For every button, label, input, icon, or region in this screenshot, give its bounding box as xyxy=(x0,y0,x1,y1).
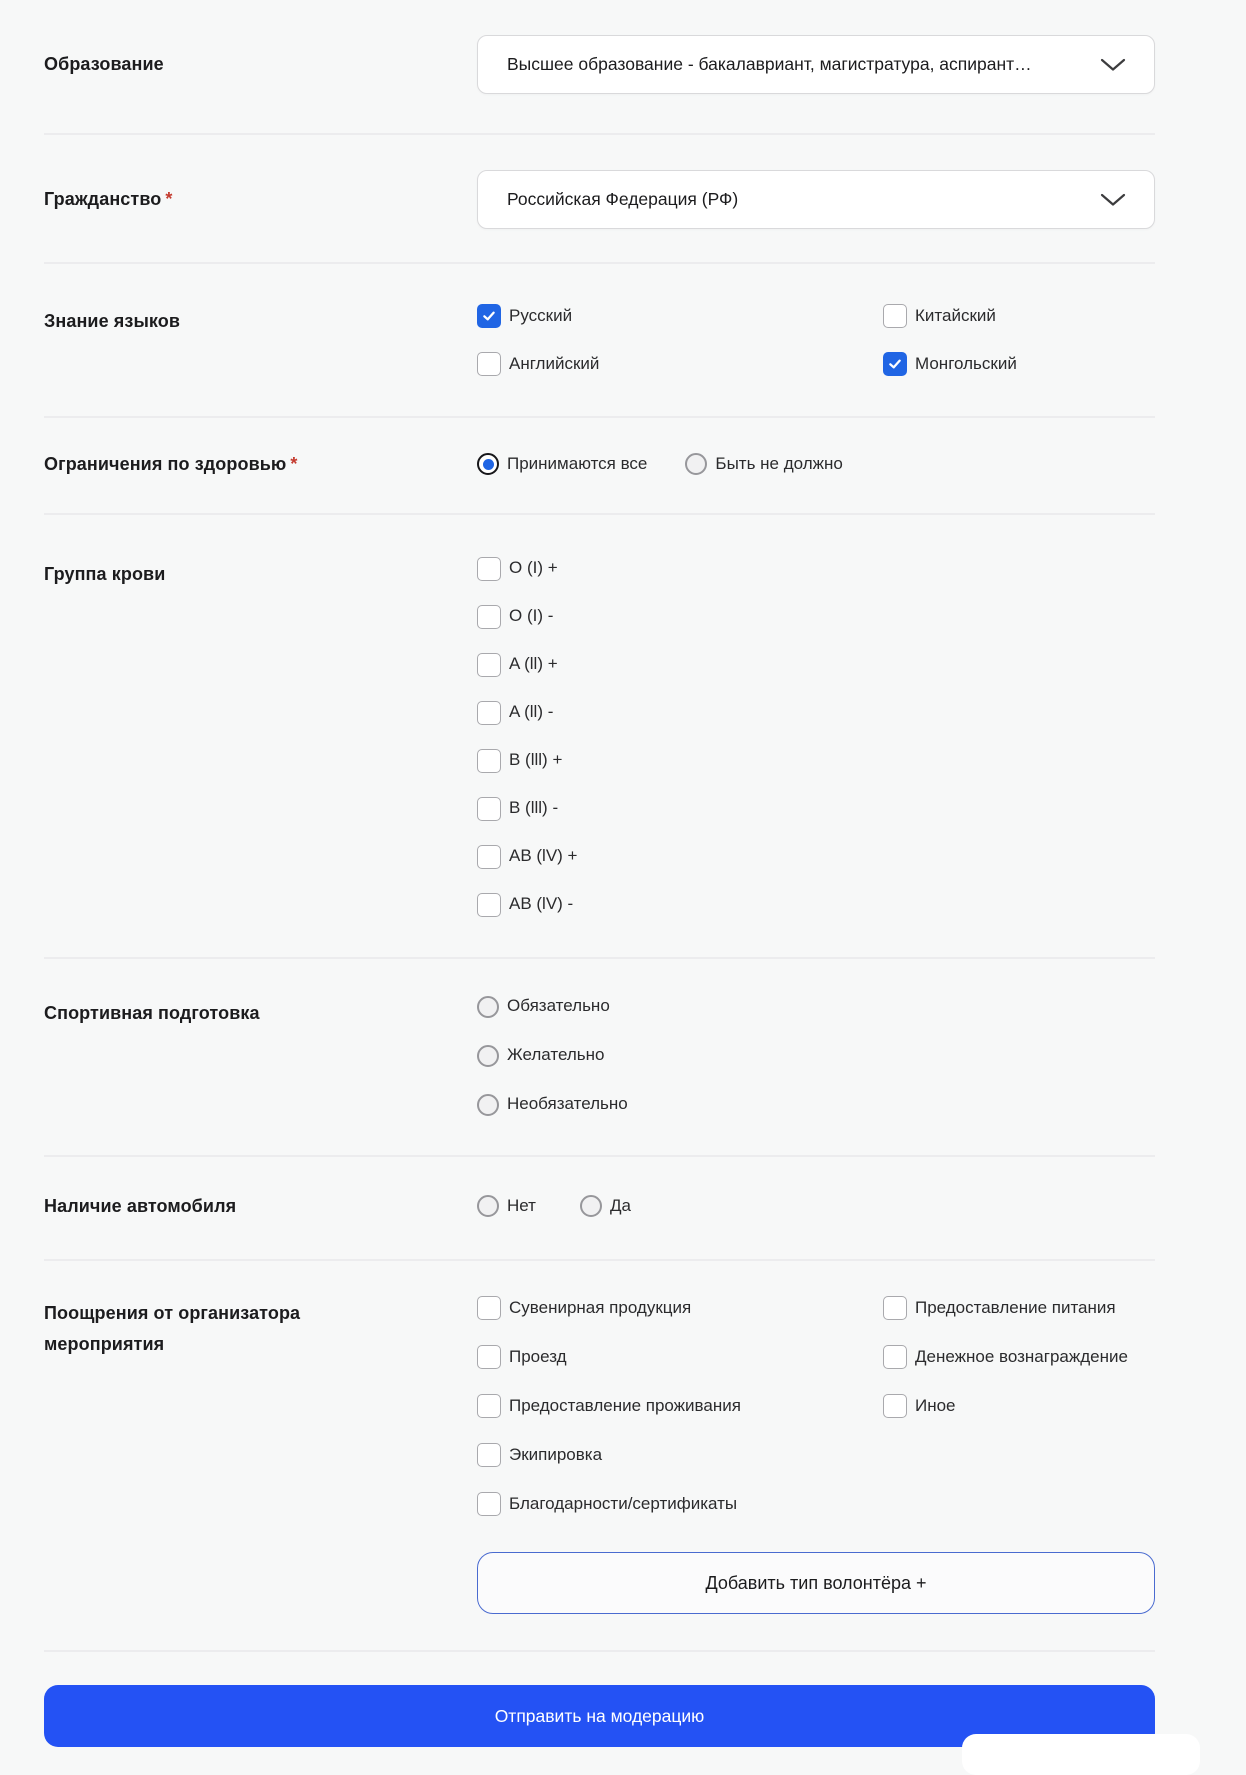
checkbox-label[interactable]: Иное xyxy=(915,1395,956,1415)
radio-option-desirable[interactable] xyxy=(477,1045,1155,1067)
car-availability-label: Наличие автомобиля xyxy=(44,1195,237,1216)
education-select-value: Высшее образование - бакалавриант, магистратура, аспирант… xyxy=(507,54,1032,74)
checkbox-option-b3-minus[interactable] xyxy=(477,797,1155,821)
checkbox-option-certificates[interactable] xyxy=(477,1492,883,1516)
checkmark-icon xyxy=(481,308,497,324)
checkbox-label[interactable]: Предоставление питания xyxy=(915,1297,1116,1317)
radio-label[interactable]: Обязательно xyxy=(507,996,610,1016)
languages-label: Знание языков xyxy=(44,311,181,331)
checkbox-checked[interactable] xyxy=(477,304,501,328)
checkbox-unchecked[interactable] xyxy=(477,701,501,725)
citizenship-select[interactable] xyxy=(477,170,1155,229)
radio-option-mandatory[interactable] xyxy=(477,996,1155,1018)
checkbox-option-money[interactable] xyxy=(883,1345,1128,1369)
radio-label[interactable]: Необязательно xyxy=(507,1094,628,1114)
radio-option-yes[interactable] xyxy=(580,1195,631,1217)
section-citizenship xyxy=(44,135,1155,262)
checkbox-unchecked[interactable] xyxy=(477,352,501,376)
radio-selected[interactable] xyxy=(477,453,499,475)
education-label: Образование xyxy=(44,54,164,75)
checkbox-label[interactable]: A (ll) + xyxy=(509,654,558,674)
section-blood-group xyxy=(44,515,1155,957)
checkbox-option-accommodation[interactable] xyxy=(477,1394,883,1418)
checkbox-label[interactable]: Проезд xyxy=(509,1346,567,1366)
checkbox-option-o1-plus[interactable] xyxy=(477,557,1155,581)
checkbox-label[interactable]: O (I) - xyxy=(509,606,554,626)
checkbox-unchecked[interactable] xyxy=(477,1443,501,1467)
section-organizer-perks xyxy=(44,1261,1155,1650)
checkbox-unchecked[interactable] xyxy=(477,1394,501,1418)
radio-label[interactable]: Быть не должно xyxy=(715,454,843,474)
radio-option-must-not-have[interactable] xyxy=(685,453,842,475)
checkbox-option-meals[interactable] xyxy=(883,1296,1128,1320)
checkbox-unchecked[interactable] xyxy=(477,893,501,917)
checkbox-unchecked[interactable] xyxy=(477,653,501,677)
radio-label[interactable]: Нет xyxy=(507,1195,536,1215)
add-volunteer-type-button[interactable]: Добавить тип волонтёра + xyxy=(477,1552,1155,1614)
section-sport-training xyxy=(44,959,1155,1155)
checkbox-label[interactable]: Экипировка xyxy=(509,1444,603,1464)
submit-for-moderation-button[interactable]: Отправить на модерацию xyxy=(44,1685,1155,1747)
checkbox-unchecked[interactable] xyxy=(477,1345,501,1369)
health-restrictions-label: Ограничения по здоровью * xyxy=(44,454,298,474)
checkbox-label[interactable]: B (lll) + xyxy=(509,750,563,770)
radio-label[interactable]: Принимаются все xyxy=(507,454,648,474)
checkbox-label[interactable]: Монгольский xyxy=(915,353,1017,373)
checkbox-unchecked[interactable] xyxy=(477,845,501,869)
checkbox-label[interactable]: A (ll) - xyxy=(509,702,554,722)
checkbox-label[interactable]: Английский xyxy=(509,353,600,373)
checkbox-option-chinese[interactable] xyxy=(883,304,1017,328)
required-asterisk: * xyxy=(290,454,298,474)
checkbox-unchecked[interactable] xyxy=(883,1296,907,1320)
checkbox-option-a2-minus[interactable] xyxy=(477,701,1155,725)
checkbox-label[interactable]: AB (lV) - xyxy=(509,894,574,914)
checkbox-unchecked[interactable] xyxy=(477,1492,501,1516)
section-health-restrictions xyxy=(44,418,1155,513)
section-languages xyxy=(44,264,1155,416)
checkbox-label[interactable]: Сувенирная продукция xyxy=(509,1297,692,1317)
radio-unselected[interactable] xyxy=(477,996,499,1018)
radio-option-optional[interactable] xyxy=(477,1094,1155,1116)
radio-unselected[interactable] xyxy=(477,1045,499,1067)
citizenship-select-value: Российская Федерация (РФ) xyxy=(507,189,739,209)
citizenship-label: Гражданство * xyxy=(44,189,173,210)
checkbox-label[interactable]: Русский xyxy=(509,305,573,325)
checkbox-option-o1-minus[interactable] xyxy=(477,605,1155,629)
checkbox-option-ab4-plus[interactable] xyxy=(477,845,1155,869)
checkbox-label[interactable]: Предоставление проживания xyxy=(509,1395,741,1415)
radio-unselected[interactable] xyxy=(685,453,707,475)
checkbox-checked[interactable] xyxy=(883,352,907,376)
organizer-perks-label: Поощрения от организатора мероприятия xyxy=(44,1303,301,1354)
required-asterisk: * xyxy=(165,189,173,210)
checkbox-unchecked[interactable] xyxy=(477,557,501,581)
checkbox-label[interactable]: Китайский xyxy=(915,305,996,325)
checkbox-option-b3-plus[interactable] xyxy=(477,749,1155,773)
radio-unselected[interactable] xyxy=(477,1195,499,1217)
checkbox-label[interactable]: Благодарности/сертификаты xyxy=(509,1493,738,1513)
sport-training-label: Спортивная подготовка xyxy=(44,1002,260,1023)
checkbox-option-other[interactable] xyxy=(883,1394,1128,1418)
chevron-down-icon xyxy=(1100,193,1126,207)
horizontal-scrollbar-thumb[interactable] xyxy=(962,1734,1200,1775)
checkbox-option-souvenirs[interactable] xyxy=(477,1296,883,1320)
radio-option-no[interactable] xyxy=(477,1195,536,1217)
checkbox-unchecked[interactable] xyxy=(883,304,907,328)
radio-unselected[interactable] xyxy=(580,1195,602,1217)
checkbox-option-russian[interactable] xyxy=(477,304,883,328)
checkbox-option-english[interactable] xyxy=(477,352,883,376)
radio-label[interactable]: Желательно xyxy=(507,1045,605,1065)
checkbox-label[interactable]: AB (lV) + xyxy=(509,846,578,866)
checkbox-option-a2-plus[interactable] xyxy=(477,653,1155,677)
checkbox-unchecked[interactable] xyxy=(883,1394,907,1418)
checkmark-icon xyxy=(887,356,903,372)
chevron-down-icon xyxy=(1100,58,1126,72)
checkbox-label[interactable]: B (lll) - xyxy=(509,798,559,818)
checkbox-option-equipment[interactable] xyxy=(477,1443,883,1467)
checkbox-unchecked[interactable] xyxy=(477,605,501,629)
radio-unselected[interactable] xyxy=(477,1094,499,1116)
radio-label[interactable]: Да xyxy=(609,1195,631,1215)
checkbox-unchecked[interactable] xyxy=(477,797,501,821)
education-select[interactable] xyxy=(477,35,1155,94)
checkbox-option-ab4-minus[interactable] xyxy=(477,893,1155,917)
checkbox-label[interactable]: Денежное вознаграждение xyxy=(915,1346,1128,1366)
checkbox-label[interactable]: O (I) + xyxy=(509,558,558,578)
blood-group-label: Группа крови xyxy=(44,563,166,584)
section-education xyxy=(44,0,1155,133)
checkbox-unchecked[interactable] xyxy=(883,1345,907,1369)
radio-option-accept-all[interactable] xyxy=(477,453,647,475)
checkbox-unchecked[interactable] xyxy=(477,1296,501,1320)
section-car-availability xyxy=(44,1157,1155,1260)
checkbox-option-travel[interactable] xyxy=(477,1345,883,1369)
checkbox-option-mongolian[interactable] xyxy=(883,352,1017,376)
checkbox-unchecked[interactable] xyxy=(477,749,501,773)
